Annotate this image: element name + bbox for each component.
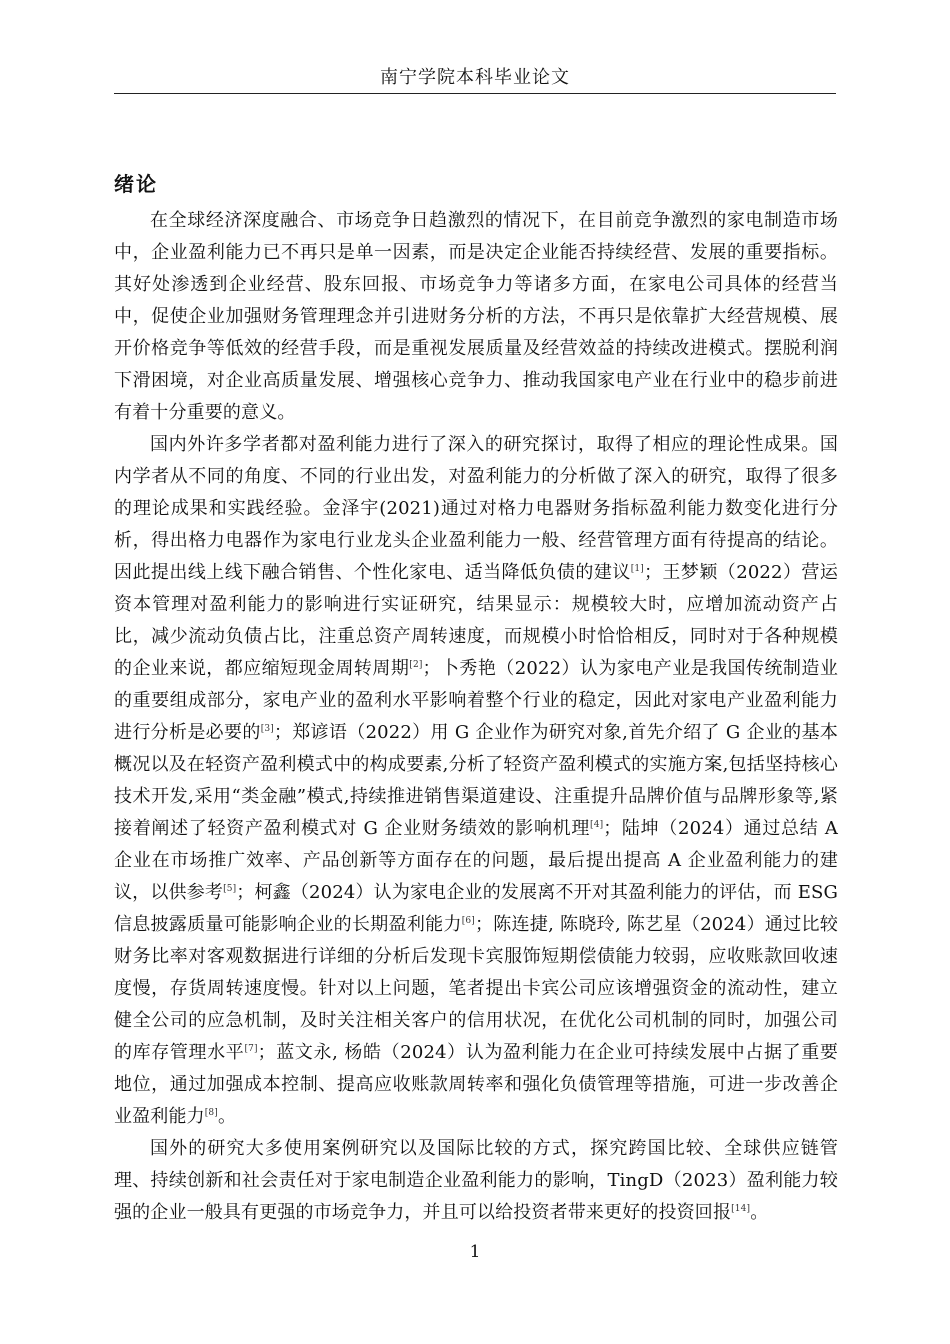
citation-ref: [1] xyxy=(630,564,644,574)
paragraph-text: ；蓝文永, 杨皓（2024）认为盈利能力在企业可持续发展中占据了重要地位，通过加强成本控制、提高应收账款周转率和强化负债管理等措施，可进一步改善企业盈利能力 xyxy=(114,1042,838,1127)
citation-ref: [2] xyxy=(409,660,423,670)
paragraph-text: 。 xyxy=(217,1106,237,1127)
page-number: 1 xyxy=(469,1242,481,1262)
paragraph-text: ；卜秀艳（2022）认为家电产业是我国传统制造业的重要组成部分，家电产业的盈利水平影响着整个行业的稳定，因此对家电产业盈利能力进行分析是必要的 xyxy=(114,658,838,743)
citation-ref: [7] xyxy=(244,1044,258,1054)
paragraph-text: 在全球经济深度融合、市场竞争日趋激烈的情况下，在目前竞争激烈的家电制造市场中，企业盈利能力已不再只是单一因素，而是决定企业能否持续经营、发展的重要指标。其好处渗透到企业经营、股东回报、市场竞争力等诸多方面，在家电公司具体的经营当中，促使企业加强财务管理理念并引进财务分析的方法，不再只是依靠扩大经营规模、展开价格竞争等低效的经营手段，而是重视发展质量及经营效益的持续改进模式。摆脱利润下滑困境，对企业高质量发展、增强核心竞争力、推动我国家电产业在行业中的稳步前进有着十分重要的意义。 xyxy=(114,210,838,423)
paragraph-text: ；郑谚语（2022）用 G 企业作为研究对象,首先介绍了 G 企业的基本概况以及在轻资产盈利模式中的构成要素,分析了轻资产盈利模式的实施方案,包括坚持核心技术开发,采用“类金融”模式,持续推进销售渠道建设、注重提升品牌价值与品牌形象等,紧接着阐述了轻资产盈利模式对 G 企业财务绩效的影响机理 xyxy=(114,722,839,839)
citation-ref: [3] xyxy=(260,724,274,734)
body-paragraph xyxy=(114,429,838,1133)
citation-ref: [5] xyxy=(223,884,237,894)
citation-ref: [4] xyxy=(590,820,604,830)
citation-ref: [8] xyxy=(204,1108,218,1118)
paragraph-text: 国内外许多学者都对盈利能力进行了深入的研究探讨，取得了相应的理论性成果。国内学者从不同的角度、不同的行业出发，对盈利能力的分析做了深入的研究，取得了很多的理论成果和实践经验。金泽宇(2021)通过对格力电器财务指标盈利能力数变化进行分析，得出格力电器作为家电行业龙头企业盈利能力一般、经营管理方面有待提高的结论。因此提出线上线下融合销售、个性化家电、适当降低负债的建议 xyxy=(114,434,838,583)
header-rule xyxy=(114,93,836,94)
citation-ref: [6] xyxy=(461,916,475,926)
paragraph-text: ；陆坤（2024）通过总结 A 企业在市场推广效率、产品创新等方面存在的问题，最后提出提高 A 企业盈利能力的建议，以供参考 xyxy=(114,818,839,903)
section-title: 绪论 xyxy=(114,172,158,196)
paragraph-text: ；柯鑫（2024）认为家电企业的发展离不开对其盈利能力的评估，而 ESG 信息披露质量可能影响企业的长期盈利能力 xyxy=(114,882,838,935)
body-paragraph xyxy=(114,205,838,429)
body-text xyxy=(114,205,838,1229)
paragraph-text: 。 xyxy=(750,1202,769,1223)
running-header: 南宁学院本科毕业论文 xyxy=(380,67,570,88)
paragraph-text: ；王梦颖（2022）营运资本管理对盈利能力的影响进行实证研究，结果显示：规模较大时，应增加流动资产占比，减少流动负债占比，注重总资产周转速度，而规模小时恰恰相反，同时对于各种规模的企业来说，都应缩短现金周转周期 xyxy=(114,562,839,679)
paragraph-text: 国外的研究大多使用案例研究以及国际比较的方式，探究跨国比较、全球供应链管理、持续创新和社会责任对于家电制造企业盈利能力的影响，TingD（2023）盈利能力较强的企业一般具有更强的市场竞争力，并且可以给投资者带来更好的投资回报 xyxy=(114,1138,838,1223)
body-paragraph xyxy=(114,1133,838,1229)
paragraph-text: ；陈连捷, 陈晓玲, 陈艺星（2024）通过比较财务比率对客观数据进行详细的分析后发现卡宾服饰短期偿债能力较弱，应收账款回收速度慢，存货周转速度慢。针对以上问题，笔者提出卡宾公司应该增强资金的流动性，建立健全公司的应急机制，及时关注相关客户的信用状况，在优化公司机制的同时，加强公司的库存管理水平 xyxy=(114,914,838,1063)
citation-ref: [14] xyxy=(731,1204,751,1214)
